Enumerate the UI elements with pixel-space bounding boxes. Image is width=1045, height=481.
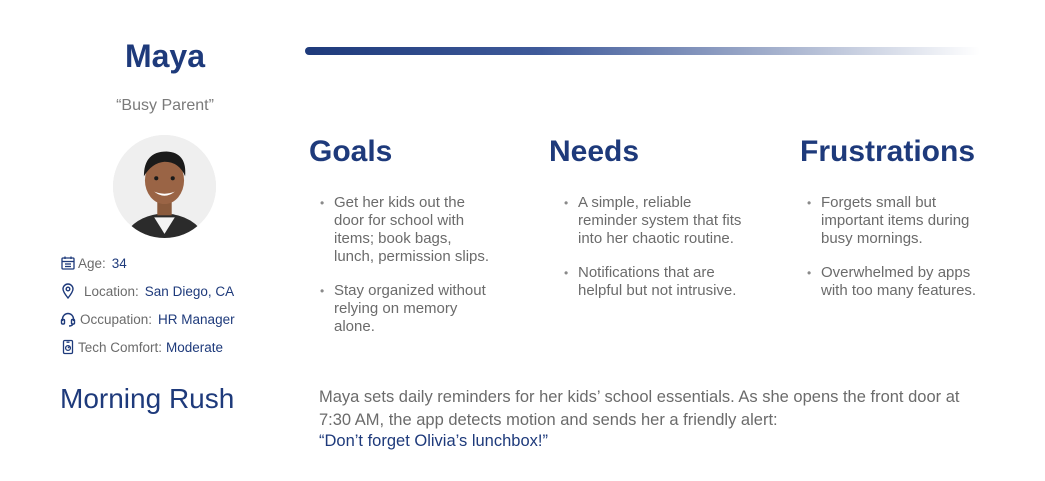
list-item: • Overwhelmed by apps with too many features. [807,264,977,300]
scenario-text: Maya sets daily reminders for her kids’ school essentials. As she opens the front door at 7:30 AM, the app detects motion and sends her a friendly alert: [319,388,960,429]
location-pin-icon [60,283,76,299]
detail-location [60,281,234,301]
goals-heading: Goals [309,135,393,168]
scenario-title: Morning Rush [60,383,235,414]
needs-heading: Needs [549,135,640,168]
list-item: • Forgets small but important items during busy mornings. [807,194,977,248]
list-item: • A simple, reliable reminder system that fits into her chaotic routine. [564,194,744,248]
list-item: • Get her kids out the door for school with items; book bags, lunch, permission slips. [320,194,490,266]
headset-icon [60,311,76,327]
goals-list [320,194,490,336]
needs-list [564,194,744,300]
header-gradient-bar [305,47,980,55]
frustrations-heading: Frustrations [800,135,976,168]
detail-occupation [60,309,235,329]
detail-value: 34 [111,255,127,271]
detail-age [60,253,127,273]
list-item: • Stay organized without relying on memory alone. [320,282,490,336]
phone-icon [60,339,76,355]
detail-value: HR Manager [158,311,235,327]
detail-label: Tech Comfort: [78,339,163,355]
scenario-quote: “Don’t forget Olivia’s lunchbox!” [319,432,548,450]
detail-value: Moderate [166,339,224,355]
list-item: • Notifications that are helpful but not intrusive. [564,264,744,300]
detail-label: Occupation: [80,311,153,327]
persona-name: Maya [124,38,206,74]
persona-tagline: “Busy Parent” [116,97,214,114]
detail-label: Location: [84,283,139,299]
calendar-icon [60,255,76,271]
frustrations-list [807,194,977,300]
detail-tech-comfort [60,337,223,357]
avatar [113,135,216,238]
detail-value: San Diego, CA [144,283,235,299]
avatar-portrait [113,135,216,238]
detail-label: Age: [78,255,106,271]
